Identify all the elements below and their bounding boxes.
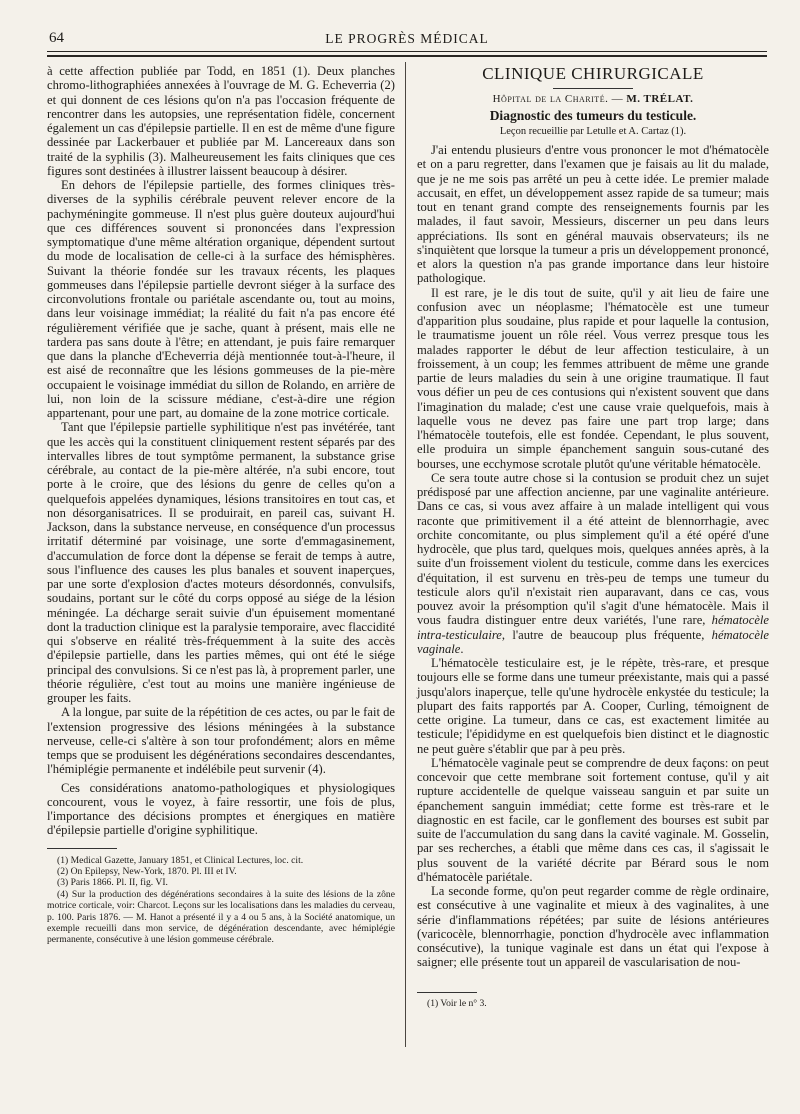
- header-rule: [47, 51, 767, 52]
- paragraph: La seconde forme, qu'on peut regarder comme de règle ordinaire, est consécutive à une vaginalite et mieux à des vaginalites, à une série d'inflammations répétées; par suite de lésions antérieures (varicocèle, blennorrhagie, ponction d'hydrocèle avec inflammation consécutive), la tunique vaginale est dans un état qui l'expose à saigner; elle présente tout un appareil de vascularisation de nou-: [417, 884, 769, 970]
- text-run: Ce sera toute autre chose si la contusion se produit chez un sujet prédisposé par une affection ancienne, par une vaginalite antérieure. Dans ce cas, si vous avez affaire à un malade intelligent qui vous raconte que primitivement il a été atteint de blennorrhagie, avec orchite concomitante, ou plus simplement qu'il a été opéré d'une hydrocèle, que plus tard, quelques mois, quelques années après, à la suite d'un froissement violent du testicule, comme dans les exercices d'équitation, il est survenu en très-peu de temps une tumeur du testicule alors qu'il n'existait rien auparavant, dans ce cas, vous pouvez avoir la présomption qu'il s'agit d'une hématocèle. Mais il vous faudra distinguer entre deux variétés, l'une rare,: [417, 470, 769, 628]
- right-column: [417, 64, 769, 1009]
- paragraph: L'hématocèle testiculaire est, je le répète, très-rare, et presque toujours elle se forme dans une tumeur préexistante, mais qui a passé jusqu'alors inaperçue, telle qu'une hydrocèle enkystée du testicule; la plupart des faits rapportés par A. Cooper, Curling, témoignent de cette origine. La tumeur, dans ce cas, est exactement limitée au testicule; l'épididyme en est quelquefois bien distinct et le diagnostic ne peut guère s'établir que par à peu près.: [417, 656, 769, 756]
- paragraph: A la longue, par suite de la répétition de ces actes, ou par le fait de l'extension progressive des lésions méningées à la substance nerveuse, celle-ci s'altère à son tour profondément; alors en même temps que se produisent les dégénérations secondaires descendantes, l'hémiplégie permanente et indélébile peut survenir (4).: [47, 705, 395, 777]
- section-rule: [553, 88, 633, 89]
- paragraph: En dehors de l'épilepsie partielle, des formes cliniques très-diverses de la syphilis cérébrale peuvent relever encore de la pachyméningite gommeuse. Il n'est plus guère douteux aujourd'hui que ces différences souvent si prononcées dans l'expression symptomatique d'une même altération organique, dépendent surtout du mode de localisation de celle-ci à la surface des hémisphères. Suivant la théorie fondée sur les travaux récents, les plaques gommeuses dans l'épilepsie partielle devront siéger à la surface des circonvolutions frontale ou pariétale ascendante ou, tout au moins, dans leur voisinage immédiat; la réalité du fait n'a pas encore été régulièrement vérifiée que je sache, quant à présent, mais elle ne tardera pas sans doute à l'être; en attendant, je puis faire remarquer que dans la planche d'Echeverria déjà mentionnée tout-à-l'heure, il est aisé de reconnaître que les lésions gommeuses de la pie-mère occupaient le voisinage immédiat du sillon de Rolando, en arrière de lui, non loin de la scissure médiane, c'est-à-dire une région appartenant, pour une part, au domaine de la zone motrice corticale.: [47, 178, 395, 420]
- paragraph: à cette affection publiée par Todd, en 1851 (1). Deux planches chromo-lithographiées annexées à l'ouvrage de M. G. Echeverria (2) et qui donnent de ces lésions qu'on n'a pas l'occasion fréquente de rencontrer dans les autopsies, une représentation fidèle, concernent également un cas d'épilepsie partielle. Il en est de même d'une figure dessinée par Lackerbauer et publiée par M. Lancereaux dans son traité de la syphilis (3). Malheureusement les faits cliniques que ces figures sont destinées à illustrer laissent beaucoup à désirer.: [47, 64, 395, 178]
- running-title: LE PROGRÈS MÉDICAL: [325, 31, 489, 46]
- footnote-rule: [417, 992, 477, 993]
- page-header: [47, 30, 767, 50]
- left-column: [47, 64, 395, 946]
- paragraph: Tant que l'épilepsie partielle syphilitique n'est pas invétérée, tant que les accès qui la constituent cliniquement restent séparés par des intervalles libres de tout symptôme permanent, la substance grise cérébrale, au contact de la pie-mère altérée, n'a subi encore, tout porte à le croire, que des lésions du genre de celles qu'on a quelquefois appelées dynamiques, lésions transitoires en tout cas, et non désorganisatrices. Il se produirait, en pareil cas, suivant H. Jackson, dans la substance nerveuse, en conséquence d'un processus irritatif déterminé par voisinage, une sorte d'emmagasinement, d'accumulation de force dont la dépense se ferait de temps à autre, sous l'influence des causes les plus banales et souvent inaperçues, par une sorte d'explosion d'actes moteurs désordonnés, convulsifs, soudains, portant sur le côté du corps opposé au siége de la lésion méningée. La décharge serait suivie d'un épuisement momentané dont la traduction clinique est la paralysie temporaire, avec flaccidité qui s'observe en réalité très-fréquemment à la suite des accès d'épilepsie partielle, dans les parties mêmes, qui ont été le siége principal des convulsions. Si ce n'est pas là, à proprement parler, une théorie régulière, c'est tout au moins une manière ingénieuse de grouper les faits.: [47, 420, 395, 705]
- italic-term: hématocèle intra-testiculaire: [417, 613, 769, 642]
- column-divider: [405, 62, 406, 1047]
- paragraph: J'ai entendu plusieurs d'entre vous prononcer le mot d'hématocèle et on a paru regretter, dans l'examen que je faisais au lit du malade, que je ne me sois pas arrêté un peu à cette idée. Le premier malade accusait, en effet, un développement assez rapide de sa tumeur; mais tout en tenant grand compte des renseignements fournis par les malades, il faut savoir, Messieurs, discerner un peu dans leurs appréciations. Ils sont en général mauvais observateurs; ils ne s'inquiètent que lorsque la tumeur a pris un développement prononcé, et alors la question n'a pas grande importance dans leur histoire pathologique.: [417, 143, 769, 286]
- footnote: (1) Voir le n° 3.: [427, 997, 487, 1009]
- section-title: CLINIQUE CHIRURGICALE: [482, 64, 704, 83]
- text-run: , l'autre de beaucoup plus fréquente,: [501, 627, 712, 642]
- hospital-line: [417, 93, 769, 105]
- paragraph: L'hématocèle vaginale peut se comprendre de deux façons: on peut concevoir que cette membrane soit fortement contuse, qu'il y ait rupture accidentelle de quelque vaisseau sanguin et par suite un épanchement sanguin immédiat; cette forme est très-rare et le diagnostic en est facile, car le gonflement des bourses est subit par suite de l'accumulation du sang dans la cavité vaginale. M. Gosselin, par ses recherches, a établi que même dans ces cas, il s'agissait le plus souvent de la variété décrite par Bérard sous le nom d'hématocèle pariétale.: [417, 755, 769, 884]
- italic-term: hématocèle vaginale: [417, 627, 769, 656]
- paragraph: Il est rare, je le dis tout de suite, qu'il y ait lieu de faire une confusion avec un néoplasme; l'hématocèle est une tumeur d'apparition plus soudaine, plus rapide et pour laquelle la contusion, le traumatisme jouent un rôle réel. Vous verrez presque tous les malades rapporter le début de leur affection testiculaire, à un froissement, à un coup; les femmes attribuent de même une grande partie de leurs maladies du sein à une origine traumatique. Il faut vous défier un peu de ces contusions qui n'existent souvent que dans l'imagination du malade; c'est une cause vraie quelquefois, mais à laquelle vous ne devez pas faire une part trop large; dans l'hématocèle toutefois, elle est fondée. Cependant, le plus souvent, elle produira un simple épanchement sanguin sous-cutané des bourses, une ecchymose scrotale plutôt qu'une véritable hématocèle.: [417, 285, 769, 471]
- footnote: (4) Sur la production des dégénérations secondaires à la suite des lésions de la zône motrice corticale, voir: Charcot. Leçons sur les localisations dans les maladies du cerveau, p. 100. Paris 1876. — M. Hanot a présenté il y a 4 ou 5 ans, à la Société anatomique, un exemple recueilli dans mon service, de dégénération descendante, avec hémiplégie permanente, consécutive à une lésion gommeuse cérébrale.: [47, 888, 395, 946]
- hospital-name: M. TRÉLAT.: [626, 93, 694, 105]
- header-rule-thick: [47, 55, 767, 57]
- text-run: .: [460, 641, 464, 656]
- paragraph: [417, 471, 769, 656]
- hospital-prefix: Hôpital de la Charité. —: [492, 93, 627, 105]
- footnote: (2) On Epilepsy, New-York, 1870. Pl. III et IV.: [57, 865, 237, 877]
- lecture-title: Diagnostic des tumeurs du testicule.: [489, 108, 697, 123]
- paragraph: Ces considérations anatomo-pathologiques et physiologiques concourent, vous le voyez, à faire ressortir, une fois de plus, l'importance des décisions promptes et énergiques en matière d'épilepsie partielle d'origine syphilitique.: [47, 780, 395, 838]
- lecture-credit: Leçon recueillie par Letulle et A. Cartaz (1).: [499, 126, 687, 137]
- page-number: 64: [49, 30, 64, 46]
- footnote: (3) Paris 1866. Pl. II, fig. VI.: [57, 877, 168, 889]
- footnote: (1) Medical Gazette, January 1851, et Clinical Lectures, loc. cit.: [57, 854, 304, 866]
- footnote-rule: [47, 848, 117, 849]
